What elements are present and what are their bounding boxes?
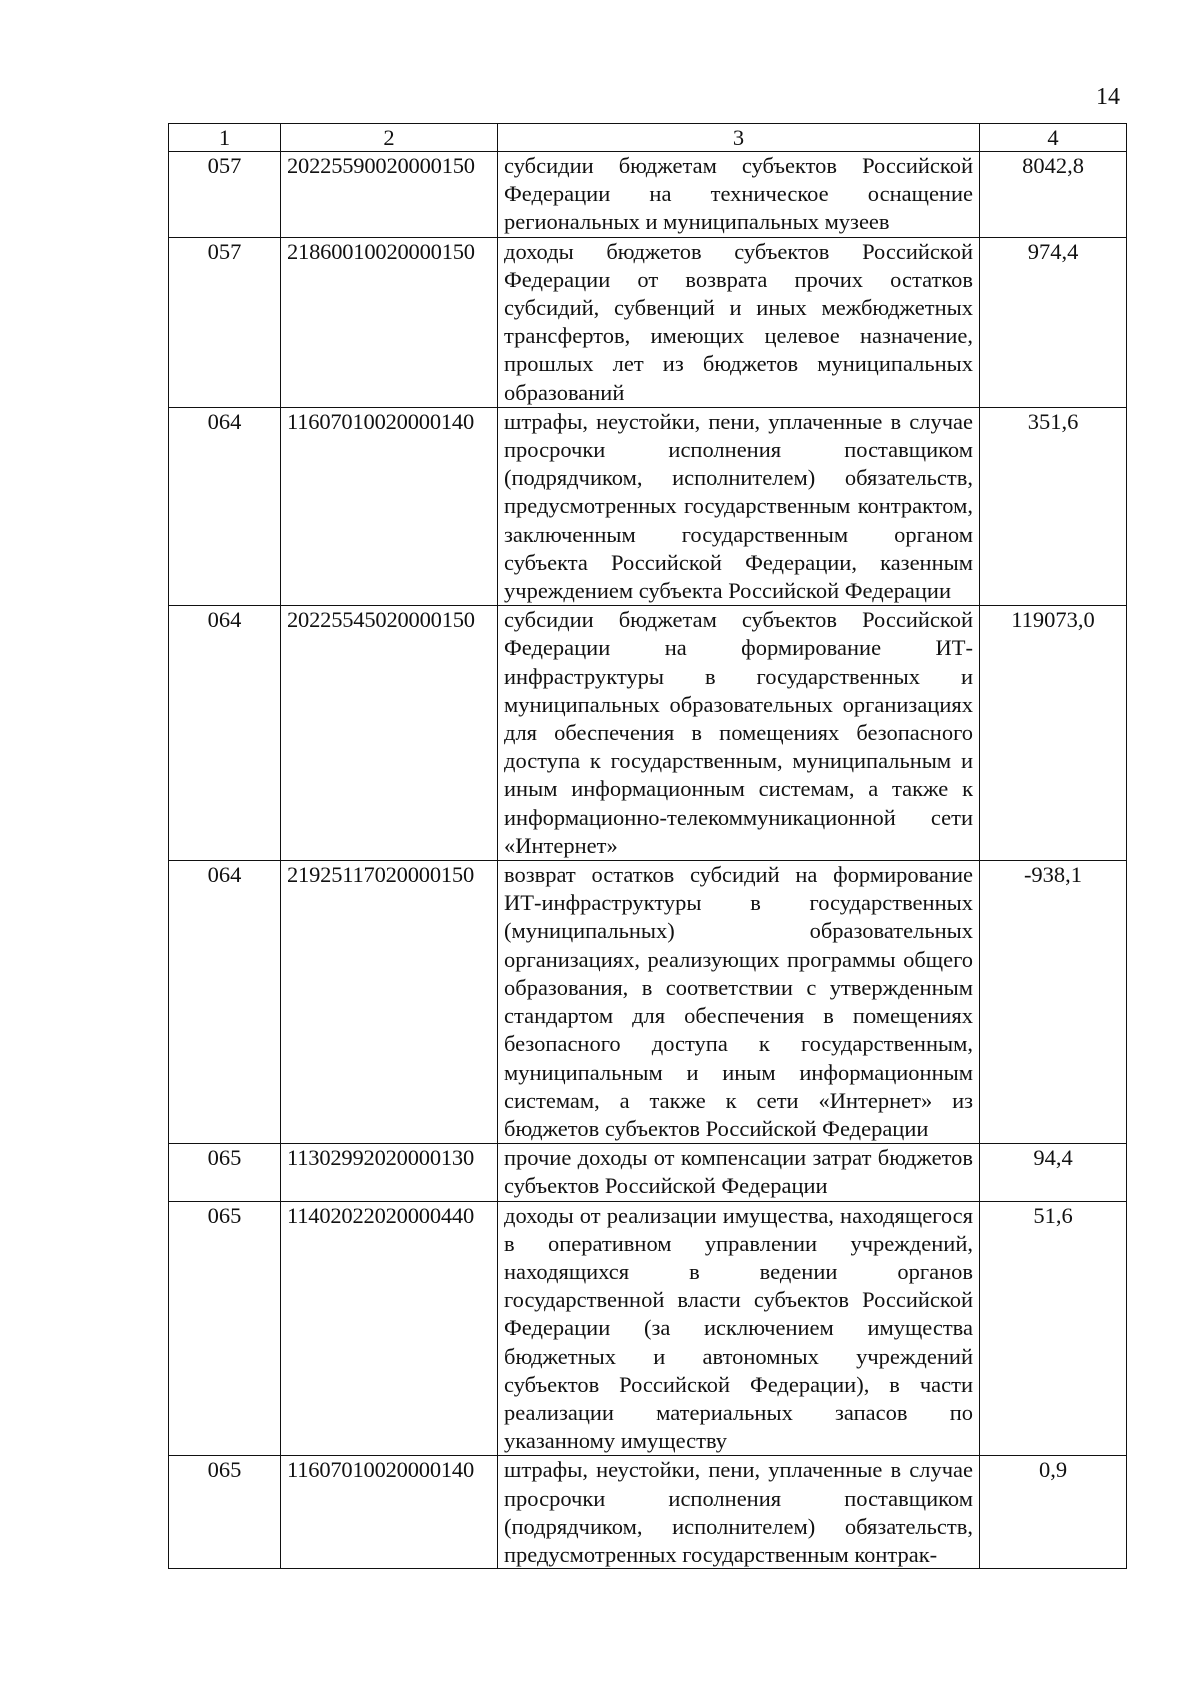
admin-code-cell: 064 [169,407,281,605]
kbk-cell: 11402022020000440 [281,1201,498,1456]
amount-cell: 51,6 [980,1201,1127,1456]
table-row [169,237,1127,407]
table-row [169,1456,1127,1569]
description-cell: субсидии бюджетам субъектов Российской Федерации на формирование ИТ-инфраструктуры в государственных и муниципальных образовательных организациях для обеспечения в помещениях безопасного доступа к государственным, муниципальным и иным информационным системам, а также к информационно-телекоммуникационной сети «Интернет» [498,606,980,861]
page-number: 14 [1096,84,1120,110]
amount-cell: -938,1 [980,861,1127,1144]
kbk-cell: 20225545020000150 [281,606,498,861]
amount-cell: 974,4 [980,237,1127,407]
table-row [169,1201,1127,1456]
header-col-4: 4 [980,124,1127,152]
kbk-cell: 21860010020000150 [281,237,498,407]
description-cell: штрафы, неустойки, пени, уплаченные в случае просрочки исполнения поставщиком (подрядчиком, исполнителем) обязательств, предусмотренных государственным контрактом, заключенным государственным органом субъекта Российской Федерации, казенным учреждением субъекта Российской Федерации [498,407,980,605]
header-col-1: 1 [169,124,281,152]
kbk-cell: 11607010020000140 [281,1456,498,1569]
table-row [169,407,1127,605]
admin-code-cell: 057 [169,152,281,238]
admin-code-cell: 064 [169,606,281,861]
description-cell: возврат остатков субсидий на формирование ИТ-инфраструктуры в государственных (муниципальных) образовательных организациях, реализующих программы общего образования, в соответствии с утвержденным стандартом для обеспечения в помещениях безопасного доступа к государственным, муниципальным и иным информационным системам, а также к сети «Интернет» из бюджетов субъектов Российской Федерации [498,861,980,1144]
admin-code-cell: 065 [169,1456,281,1569]
table-row [169,606,1127,861]
description-cell [498,1456,980,1569]
table-row [169,152,1127,238]
admin-code-cell: 065 [169,1201,281,1456]
description-cell: прочие доходы от компенсации затрат бюджетов субъектов Российской Федерации [498,1144,980,1201]
admin-code-cell: 065 [169,1144,281,1201]
table-row [169,1144,1127,1201]
table-row [169,861,1127,1144]
amount-cell: 0,9 [980,1456,1127,1569]
budget-revenue-table [168,123,1127,1569]
admin-code-cell: 064 [169,861,281,1144]
kbk-cell: 20225590020000150 [281,152,498,238]
amount-cell: 351,6 [980,407,1127,605]
admin-code-cell: 057 [169,237,281,407]
kbk-cell: 11302992020000130 [281,1144,498,1201]
description-cell: субсидии бюджетам субъектов Российской Федерации на техническое оснащение региональных и муниципальных музеев [498,152,980,238]
kbk-cell: 11607010020000140 [281,407,498,605]
description-cell: доходы бюджетов субъектов Российской Федерации от возврата прочих остатков субсидий, субвенций и иных межбюджетных трансфертов, имеющих целевое назначение, прошлых лет из бюджетов муниципальных образований [498,237,980,407]
amount-cell: 94,4 [980,1144,1127,1201]
header-col-2: 2 [281,124,498,152]
amount-cell: 8042,8 [980,152,1127,238]
description-cell: доходы от реализации имущества, находящегося в оперативном управлении учреждений, находящихся в ведении органов государственной власти субъектов Российской Федерации (за исключением имущества бюджетных и автономных учреждений субъектов Российской Федерации), в части реализации материальных запасов по указанному имуществу [498,1201,980,1456]
amount-cell: 119073,0 [980,606,1127,861]
description-text: штрафы, неустойки, пени, уплаченные в случае просрочки исполнения поставщиком (подрядчиком, исполнителем) обязательств, предусмотренных государственным контрак- [504,1457,973,1567]
kbk-cell: 21925117020000150 [281,861,498,1144]
header-row [169,124,1127,152]
header-col-3: 3 [498,124,980,152]
